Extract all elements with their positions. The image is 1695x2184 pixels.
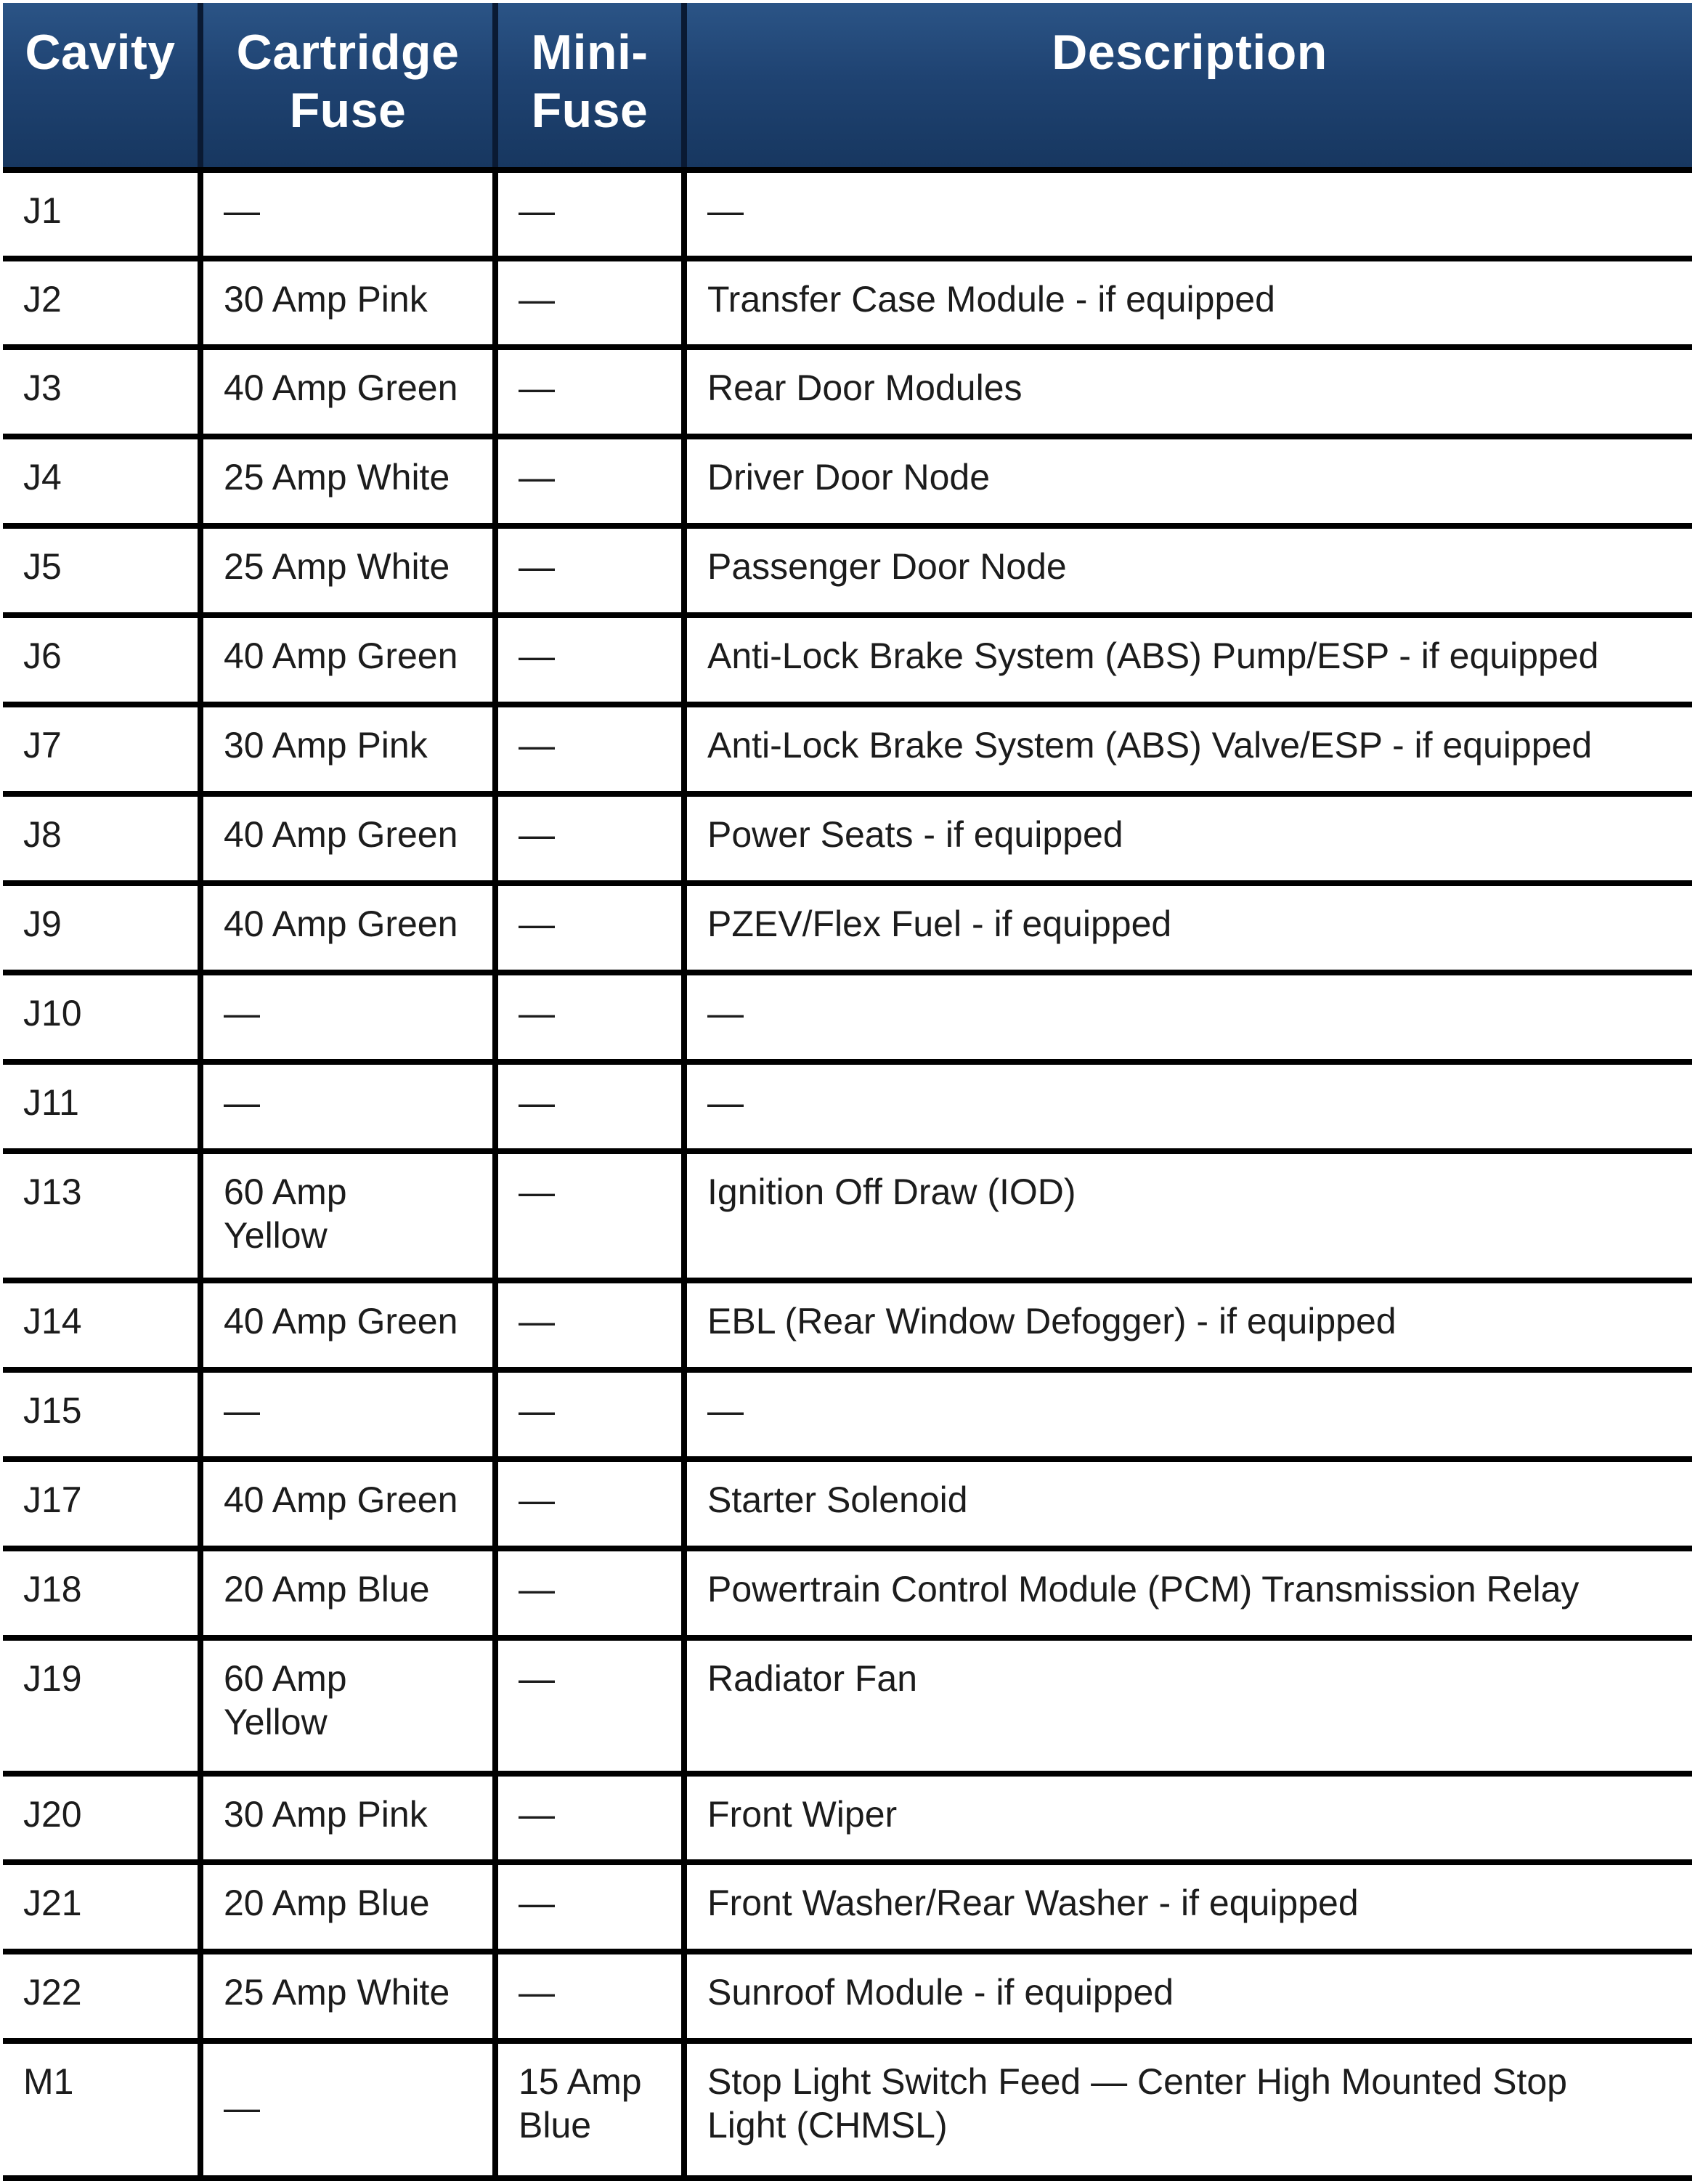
cell-cartridge-fuse: 40 Amp Green: [203, 797, 492, 880]
cell-description: —: [687, 173, 1692, 256]
cell-mini-fuse: —: [498, 173, 681, 256]
cell-mini-fuse: —: [498, 797, 681, 880]
cell-cartridge-fuse: 20 Amp Blue: [203, 1551, 492, 1635]
table-row: [3, 529, 1692, 612]
cell-description: Stop Light Switch Feed — Center High Mounted Stop Light (CHMSL): [687, 2044, 1692, 2175]
cell-mini-fuse: —: [498, 1283, 681, 1367]
cell-cartridge-fuse: 25 Amp White: [203, 1954, 492, 2038]
cell-cartridge-fuse: 40 Amp Green: [203, 350, 492, 434]
cell-cavity: J8: [3, 797, 198, 880]
cell-cartridge-fuse: —: [203, 2044, 492, 2175]
cell-description: Front Washer/Rear Washer - if equipped: [687, 1865, 1692, 1949]
cell-description: Passenger Door Node: [687, 529, 1692, 612]
header-mini-fuse: [498, 3, 681, 167]
cell-mini-fuse: —: [498, 1865, 681, 1949]
table-row: [3, 1065, 1692, 1148]
cell-mini-fuse: —: [498, 975, 681, 1059]
cell-mini-fuse: —: [498, 1954, 681, 2038]
cell-cavity: J5: [3, 529, 198, 612]
cell-cavity: J10: [3, 975, 198, 1059]
cell-cartridge-fuse: —: [203, 975, 492, 1059]
table-row: [3, 1462, 1692, 1546]
cell-cartridge-fuse: 30 Amp Pink: [203, 707, 492, 791]
fuse-table: [3, 3, 1692, 2181]
cell-cartridge-fuse: 30 Amp Pink: [203, 261, 492, 344]
cell-mini-fuse: —: [498, 707, 681, 791]
cell-mini-fuse: —: [498, 1462, 681, 1546]
header-divider: [198, 3, 203, 167]
header-mini-line2: Fuse: [531, 83, 649, 138]
table-row: [3, 1551, 1692, 1635]
cell-cartridge-fuse: —: [203, 173, 492, 256]
cell-cartridge-fuse: 20 Amp Blue: [203, 1865, 492, 1949]
cell-cavity: J17: [3, 1462, 198, 1546]
table-row: [3, 1777, 1692, 1859]
cell-description: —: [687, 1373, 1692, 1456]
cell-description: EBL (Rear Window Defogger) - if equipped: [687, 1283, 1692, 1367]
cell-cavity: J19: [3, 1641, 198, 1771]
table-row: [3, 2044, 1692, 2175]
cell-cartridge-fuse: 40 Amp Green: [203, 1283, 492, 1367]
cell-cartridge-fuse: 40 Amp Green: [203, 886, 492, 970]
cell-cavity: J9: [3, 886, 198, 970]
cell-description: Driver Door Node: [687, 439, 1692, 523]
cell-description: Ignition Off Draw (IOD): [687, 1154, 1692, 1278]
cell-cavity: J18: [3, 1551, 198, 1635]
cell-mini-fuse: —: [498, 1373, 681, 1456]
table-row: [3, 1954, 1692, 2038]
table-row: [3, 1641, 1692, 1771]
cell-description: —: [687, 1065, 1692, 1148]
table-row: [3, 1283, 1692, 1367]
table-row: [3, 886, 1692, 970]
cell-description: Sunroof Module - if equipped: [687, 1954, 1692, 2038]
table-header: [3, 3, 1692, 167]
cell-cavity: J4: [3, 439, 198, 523]
cell-mini-fuse: —: [498, 350, 681, 434]
cell-mini-fuse: —: [498, 529, 681, 612]
cell-mini-fuse: —: [498, 261, 681, 344]
table-row: [3, 618, 1692, 702]
header-cartridge-fuse: [203, 3, 492, 167]
cell-cartridge-fuse: 25 Amp White: [203, 529, 492, 612]
header-cartridge-line1: Cartridge: [236, 25, 460, 80]
cell-cavity: J7: [3, 707, 198, 791]
cell-description: PZEV/Flex Fuel - if equipped: [687, 886, 1692, 970]
cell-cavity: J20: [3, 1777, 198, 1859]
cell-cartridge-fuse: 40 Amp Green: [203, 1462, 492, 1546]
header-mini-line1: Mini-: [531, 25, 649, 80]
cell-description: Power Seats - if equipped: [687, 797, 1692, 880]
cell-cartridge-fuse: 40 Amp Green: [203, 618, 492, 702]
header-description-label: Description: [1052, 25, 1328, 80]
table-row: [3, 350, 1692, 434]
table-row: [3, 707, 1692, 791]
cell-mini-fuse: —: [498, 439, 681, 523]
cell-cavity: J15: [3, 1373, 198, 1456]
cell-cartridge-fuse: 30 Amp Pink: [203, 1777, 492, 1859]
table-row: [3, 1865, 1692, 1949]
header-divider: [681, 3, 687, 167]
cell-cavity: J3: [3, 350, 198, 434]
cell-cavity: J13: [3, 1154, 198, 1278]
cell-description: Transfer Case Module - if equipped: [687, 261, 1692, 344]
cell-mini-fuse: —: [498, 618, 681, 702]
cell-mini-fuse: —: [498, 1641, 681, 1771]
cell-cavity: J22: [3, 1954, 198, 2038]
header-cavity: [3, 3, 198, 167]
cell-cartridge-fuse: 25 Amp White: [203, 439, 492, 523]
cell-mini-fuse: —: [498, 1777, 681, 1859]
cell-cavity: J14: [3, 1283, 198, 1367]
header-cartridge-line2: Fuse: [289, 83, 407, 138]
cell-cavity: J11: [3, 1065, 198, 1148]
table-row: [3, 1373, 1692, 1456]
cell-cavity: J2: [3, 261, 198, 344]
cell-description: Powertrain Control Module (PCM) Transmission Relay: [687, 1551, 1692, 1635]
cell-description: —: [687, 975, 1692, 1059]
cell-description: Anti-Lock Brake System (ABS) Valve/ESP - if equipped: [687, 707, 1692, 791]
cell-cavity: J1: [3, 173, 198, 256]
cell-cartridge-fuse: —: [203, 1373, 492, 1456]
table-row: [3, 173, 1692, 256]
cell-cavity: J21: [3, 1865, 198, 1949]
table-row: [3, 439, 1692, 523]
header-cavity-label: Cavity: [25, 25, 176, 80]
table-row: [3, 1154, 1692, 1278]
cell-cartridge-fuse: 60 Amp Yellow: [203, 1641, 492, 1771]
cell-cavity: M1: [3, 2044, 198, 2175]
header-description: [687, 3, 1692, 167]
table-row: [3, 975, 1692, 1059]
cell-description: Anti-Lock Brake System (ABS) Pump/ESP - if equipped: [687, 618, 1692, 702]
table-row: [3, 797, 1692, 880]
cell-mini-fuse: —: [498, 886, 681, 970]
cell-mini-fuse: —: [498, 1065, 681, 1148]
cell-cartridge-fuse: —: [203, 1065, 492, 1148]
cell-description: Rear Door Modules: [687, 350, 1692, 434]
cell-description: Starter Solenoid: [687, 1462, 1692, 1546]
header-divider: [492, 3, 498, 167]
cell-cartridge-fuse: 60 Amp Yellow: [203, 1154, 492, 1278]
cell-mini-fuse: 15 Amp Blue: [498, 2044, 681, 2175]
cell-mini-fuse: —: [498, 1154, 681, 1278]
cell-description: Radiator Fan: [687, 1641, 1692, 1771]
cell-cavity: J6: [3, 618, 198, 702]
cell-description: Front Wiper: [687, 1777, 1692, 1859]
cell-mini-fuse: —: [498, 1551, 681, 1635]
table-row: [3, 261, 1692, 344]
